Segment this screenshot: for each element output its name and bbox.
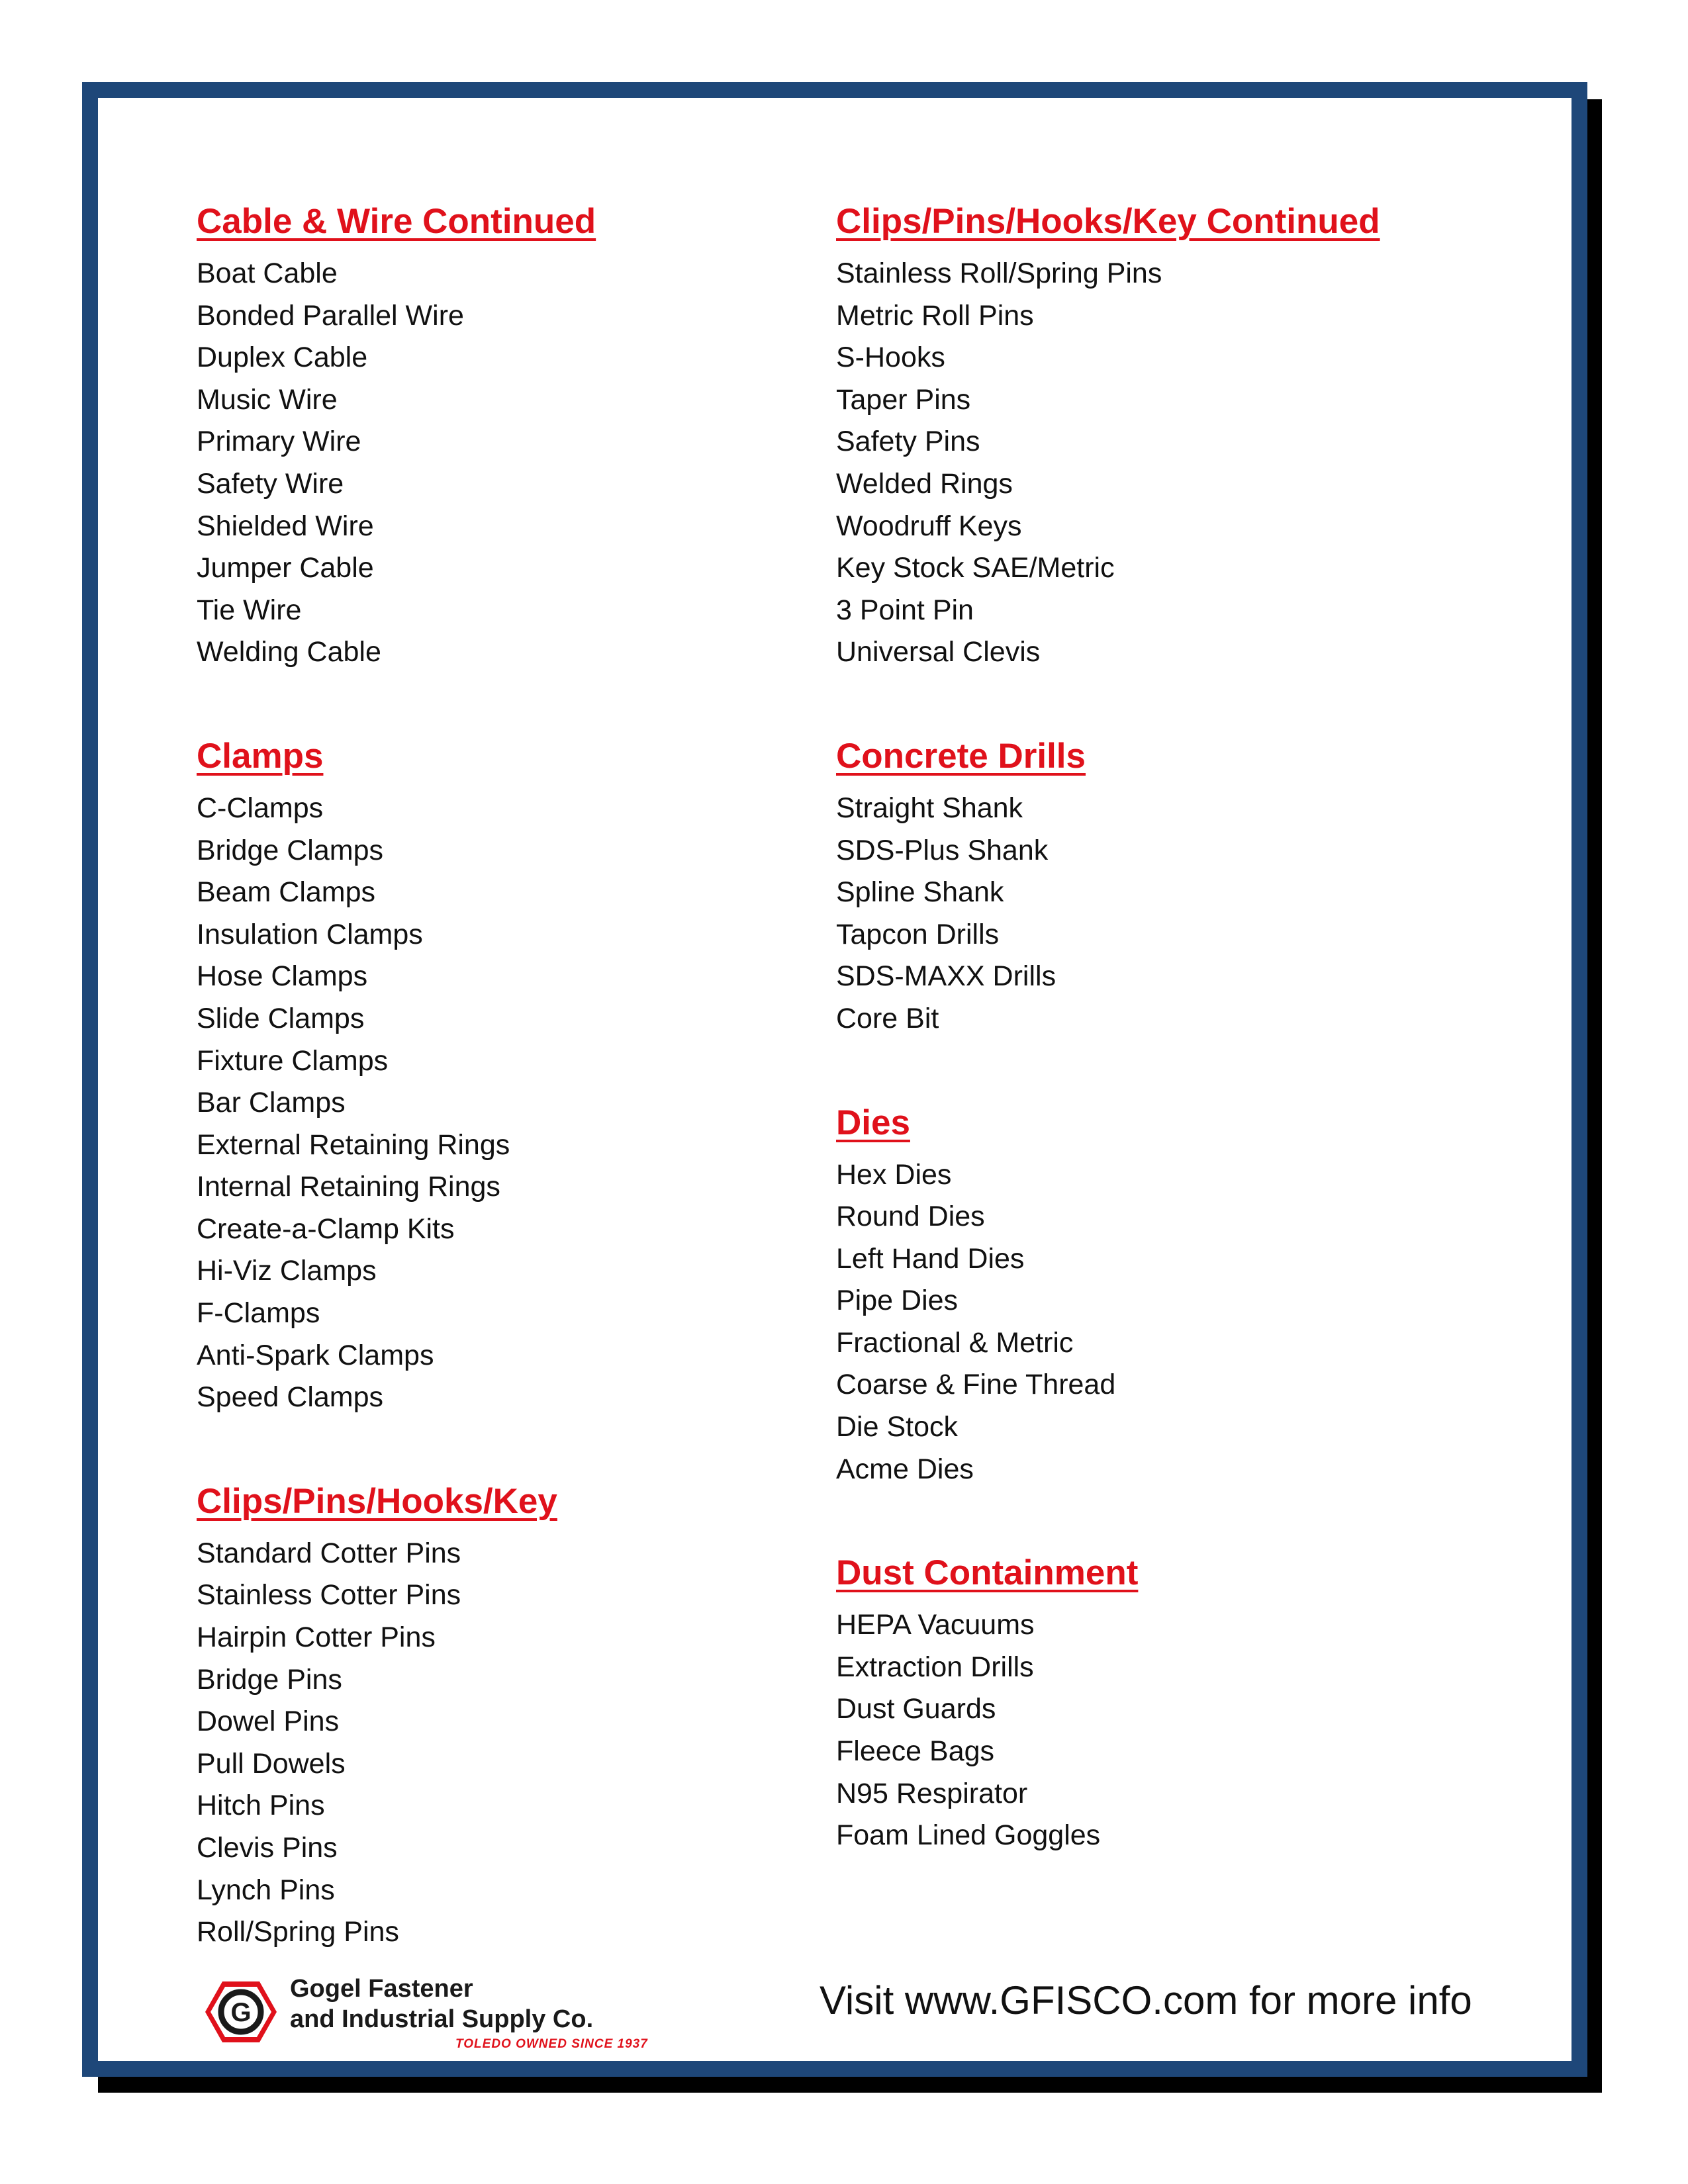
- left-column: [197, 199, 792, 2013]
- right-column: [836, 199, 1432, 1917]
- section-heading: Concrete Drills: [836, 736, 1086, 776]
- list-item: Shielded Wire: [197, 510, 374, 542]
- list-item: Slide Clamps: [197, 1002, 365, 1034]
- list-item: Die Stock: [836, 1411, 959, 1443]
- list-item: Beam Clamps: [197, 876, 376, 909]
- list-item: Taper Pins: [836, 383, 971, 416]
- list-item: Hairpin Cotter Pins: [197, 1621, 436, 1654]
- item-list: [836, 1154, 1432, 1491]
- list-item: Extraction Drills: [836, 1651, 1034, 1683]
- list-item: Fixture Clamps: [197, 1044, 389, 1077]
- list-item: External Retaining Rings: [197, 1128, 510, 1161]
- company-logo: [204, 1971, 667, 2057]
- list-item: Primary Wire: [197, 426, 361, 458]
- item-list: [836, 788, 1432, 1040]
- list-item: F-Clamps: [197, 1297, 320, 1330]
- item-list: [197, 1533, 792, 1954]
- list-item: C-Clamps: [197, 792, 324, 824]
- list-item: Welding Cable: [197, 636, 381, 668]
- list-item: SDS-Plus Shank: [836, 834, 1049, 866]
- list-item: Speed Clamps: [197, 1381, 384, 1414]
- hexagon-logo-icon: [204, 1979, 278, 2045]
- list-item: S-Hooks: [836, 341, 945, 374]
- list-item: Anti-Spark Clamps: [197, 1339, 434, 1371]
- list-item: Coarse & Fine Thread: [836, 1369, 1116, 1401]
- logo-letter: G: [230, 1998, 252, 2027]
- list-item: Core Bit: [836, 1002, 939, 1034]
- list-item: Round Dies: [836, 1201, 985, 1233]
- section-heading: Clips/Pins/Hooks/Key: [197, 1481, 557, 1521]
- list-item: Bonded Parallel Wire: [197, 299, 464, 332]
- list-item: Welded Rings: [836, 467, 1013, 500]
- list-item: Clevis Pins: [197, 1832, 338, 1864]
- list-item: Key Stock SAE/Metric: [836, 552, 1115, 584]
- list-item: Metric Roll Pins: [836, 299, 1034, 332]
- list-item: Hitch Pins: [197, 1790, 325, 1822]
- section-heading: Dies: [836, 1103, 910, 1142]
- visit-website-text: Visit www.GFISCO.com for more info: [820, 1978, 1472, 2023]
- list-item: Lynch Pins: [197, 1874, 335, 1906]
- list-item: Hose Clamps: [197, 960, 368, 993]
- list-item: Tapcon Drills: [836, 918, 1000, 950]
- list-item: 3 Point Pin: [836, 594, 974, 626]
- list-item: Roll/Spring Pins: [197, 1916, 399, 1948]
- list-item: Dowel Pins: [197, 1706, 340, 1738]
- list-item: Left Hand Dies: [836, 1242, 1025, 1275]
- section-heading: Clips/Pins/Hooks/Key Continued: [836, 202, 1380, 241]
- list-item: Pipe Dies: [836, 1285, 959, 1317]
- item-list: [197, 788, 792, 1419]
- company-name-line2: and Industrial Supply Co.: [290, 2005, 594, 2033]
- list-item: Universal Clevis: [836, 636, 1041, 668]
- list-item: Stainless Cotter Pins: [197, 1579, 461, 1612]
- list-item: Bridge Clamps: [197, 834, 383, 866]
- item-list: [836, 1604, 1432, 1857]
- section-concrete-drills: [836, 733, 1432, 1040]
- list-item: Straight Shank: [836, 792, 1023, 824]
- list-item: Stainless Roll/Spring Pins: [836, 257, 1162, 289]
- list-item: N95 Respirator: [836, 1777, 1028, 1809]
- item-list: [197, 253, 792, 674]
- list-item: Acme Dies: [836, 1453, 974, 1485]
- list-item: Foam Lined Goggles: [836, 1819, 1101, 1852]
- section-heading: Cable & Wire Continued: [197, 202, 596, 241]
- list-item: Safety Wire: [197, 467, 344, 500]
- list-item: Music Wire: [197, 383, 338, 416]
- list-item: Insulation Clamps: [197, 918, 423, 950]
- list-item: Fleece Bags: [836, 1735, 995, 1768]
- list-item: Jumper Cable: [197, 552, 374, 584]
- list-item: Internal Retaining Rings: [197, 1171, 500, 1203]
- section-dust-containment: [836, 1550, 1432, 1857]
- list-item: HEPA Vacuums: [836, 1609, 1035, 1641]
- list-item: Hi-Viz Clamps: [197, 1255, 377, 1287]
- section-cable-wire-continued: [197, 199, 792, 674]
- section-clamps: [197, 733, 792, 1419]
- company-name-line1: Gogel Fastener: [290, 1975, 473, 2003]
- list-item: Safety Pins: [836, 426, 980, 458]
- list-item: Tie Wire: [197, 594, 302, 626]
- section-heading: Dust Containment: [836, 1553, 1139, 1593]
- list-item: Fractional & Metric: [836, 1326, 1074, 1359]
- section-clips-pins-hooks-key: [197, 1479, 792, 1954]
- section-clips-pins-hooks-key-continued: [836, 199, 1432, 674]
- list-item: Dust Guards: [836, 1693, 996, 1725]
- item-list: [836, 253, 1432, 674]
- list-item: Standard Cotter Pins: [197, 1537, 461, 1569]
- list-item: Spline Shank: [836, 876, 1004, 909]
- section-heading: Clamps: [197, 736, 324, 776]
- list-item: Bridge Pins: [197, 1663, 342, 1696]
- list-item: Hex Dies: [836, 1158, 952, 1191]
- section-dies: [836, 1100, 1432, 1491]
- list-item: Duplex Cable: [197, 341, 368, 374]
- list-item: SDS-MAXX Drills: [836, 960, 1056, 993]
- list-item: Pull Dowels: [197, 1747, 346, 1780]
- list-item: Woodruff Keys: [836, 510, 1022, 542]
- company-tagline: TOLEDO OWNED SINCE 1937: [455, 2037, 648, 2051]
- list-item: Create-a-Clamp Kits: [197, 1212, 455, 1245]
- list-item: Boat Cable: [197, 257, 338, 289]
- list-item: Bar Clamps: [197, 1087, 346, 1119]
